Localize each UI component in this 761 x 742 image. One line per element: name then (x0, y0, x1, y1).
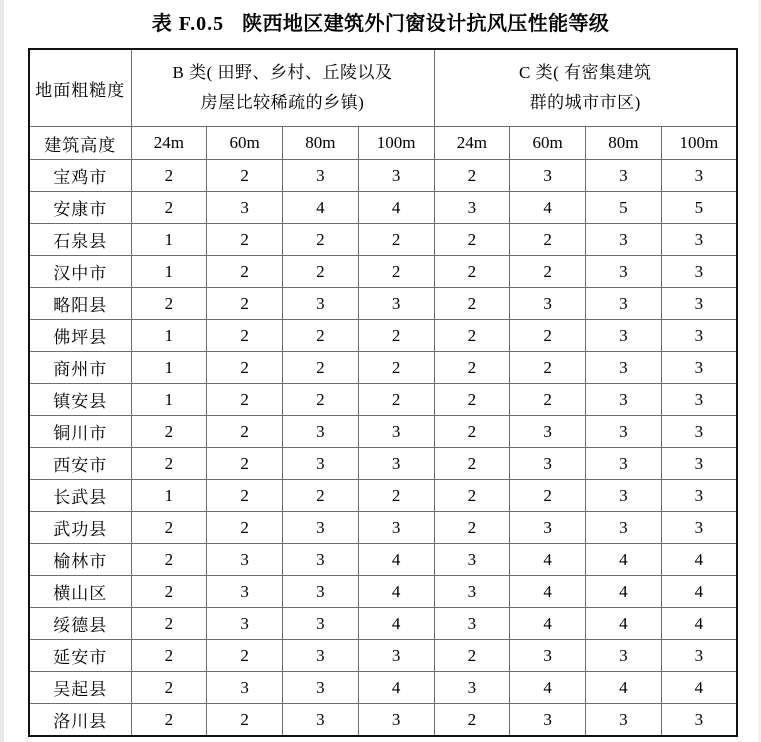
cell-b-24m: 2 (131, 608, 207, 640)
cell-c-100m: 4 (661, 608, 737, 640)
table-row (29, 160, 737, 192)
cell-c-100m: 5 (661, 192, 737, 224)
table-row (29, 512, 737, 544)
row-label: 略阳县 (29, 288, 131, 320)
cell-c-24m: 3 (434, 544, 510, 576)
row-label: 武功县 (29, 512, 131, 544)
cell-b-60m: 2 (207, 640, 283, 672)
cell-b-24m: 2 (131, 640, 207, 672)
cell-b-80m: 2 (283, 256, 359, 288)
cell-c-60m: 2 (510, 224, 586, 256)
cell-c-24m: 2 (434, 448, 510, 480)
cell-b-60m: 3 (207, 672, 283, 704)
header-height-b-60m: 60m (207, 127, 283, 160)
cell-b-24m: 1 (131, 352, 207, 384)
cell-c-80m: 4 (586, 576, 662, 608)
cell-b-60m: 3 (207, 608, 283, 640)
cell-b-80m: 3 (283, 512, 359, 544)
row-label: 商州市 (29, 352, 131, 384)
cell-b-24m: 2 (131, 544, 207, 576)
header-height-c-24m: 24m (434, 127, 510, 160)
cell-b-60m: 2 (207, 320, 283, 352)
cell-c-24m: 2 (434, 224, 510, 256)
cell-b-80m: 3 (283, 576, 359, 608)
cell-b-60m: 2 (207, 416, 283, 448)
cell-c-60m: 2 (510, 480, 586, 512)
table-row (29, 352, 737, 384)
cell-b-80m: 3 (283, 288, 359, 320)
cell-c-80m: 3 (586, 480, 662, 512)
row-label: 汉中市 (29, 256, 131, 288)
cell-c-80m: 4 (586, 672, 662, 704)
cell-b-100m: 2 (358, 352, 434, 384)
wind-pressure-table (28, 48, 738, 737)
table-row (29, 608, 737, 640)
cell-c-60m: 3 (510, 640, 586, 672)
cell-b-100m: 4 (358, 576, 434, 608)
row-label: 佛坪县 (29, 320, 131, 352)
cell-b-80m: 3 (283, 640, 359, 672)
cell-b-100m: 3 (358, 160, 434, 192)
cell-b-60m: 2 (207, 256, 283, 288)
cell-b-24m: 2 (131, 192, 207, 224)
table-title (0, 7, 761, 36)
row-label: 吴起县 (29, 672, 131, 704)
cell-b-80m: 2 (283, 224, 359, 256)
cell-c-100m: 3 (661, 640, 737, 672)
cell-b-60m: 2 (207, 352, 283, 384)
cell-c-24m: 2 (434, 352, 510, 384)
cell-c-24m: 2 (434, 640, 510, 672)
cell-b-60m: 2 (207, 512, 283, 544)
table-row (29, 704, 737, 737)
cell-b-100m: 2 (358, 256, 434, 288)
header-height-b-80m: 80m (283, 127, 359, 160)
header-height-c-60m: 60m (510, 127, 586, 160)
cell-b-100m: 3 (358, 448, 434, 480)
cell-b-100m: 2 (358, 224, 434, 256)
cell-b-100m: 3 (358, 288, 434, 320)
class-b-line1: B 类( 田野、乡村、丘陵以及 (172, 63, 393, 83)
header-group-class-b (131, 49, 434, 127)
table-row (29, 384, 737, 416)
cell-b-80m: 2 (283, 384, 359, 416)
cell-b-24m: 1 (131, 224, 207, 256)
cell-b-60m: 3 (207, 544, 283, 576)
table-row (29, 224, 737, 256)
class-c-line1: C 类( 有密集建筑 (519, 63, 652, 83)
table-number: 表 F.0.5 (151, 13, 225, 35)
cell-c-60m: 3 (510, 288, 586, 320)
cell-c-80m: 3 (586, 704, 662, 737)
cell-c-24m: 2 (434, 704, 510, 737)
cell-b-80m: 3 (283, 448, 359, 480)
cell-b-60m: 2 (207, 704, 283, 737)
cell-b-24m: 2 (131, 288, 207, 320)
header-row-roughness-class (29, 49, 737, 127)
table-row (29, 640, 737, 672)
cell-c-100m: 3 (661, 224, 737, 256)
cell-c-60m: 4 (510, 608, 586, 640)
cell-c-24m: 2 (434, 480, 510, 512)
row-label: 镇安县 (29, 384, 131, 416)
row-label: 榆林市 (29, 544, 131, 576)
cell-b-80m: 3 (283, 416, 359, 448)
cell-c-80m: 3 (586, 320, 662, 352)
cell-c-60m: 4 (510, 544, 586, 576)
table-row (29, 480, 737, 512)
class-b-line2: 房屋比较稀疏的乡镇) (200, 93, 365, 112)
cell-b-100m: 3 (358, 512, 434, 544)
cell-c-60m: 4 (510, 672, 586, 704)
cell-c-60m: 4 (510, 192, 586, 224)
cell-c-80m: 3 (586, 352, 662, 384)
row-label: 安康市 (29, 192, 131, 224)
cell-c-60m: 2 (510, 384, 586, 416)
cell-b-24m: 2 (131, 448, 207, 480)
cell-b-60m: 2 (207, 160, 283, 192)
cell-b-80m: 4 (283, 192, 359, 224)
cell-b-60m: 2 (207, 288, 283, 320)
row-label: 西安市 (29, 448, 131, 480)
cell-c-80m: 4 (586, 544, 662, 576)
cell-b-100m: 3 (358, 640, 434, 672)
cell-b-60m: 3 (207, 192, 283, 224)
table-row (29, 544, 737, 576)
cell-c-24m: 3 (434, 576, 510, 608)
table-row (29, 416, 737, 448)
cell-b-100m: 4 (358, 672, 434, 704)
header-height-c-100m: 100m (661, 127, 737, 160)
cell-b-60m: 3 (207, 576, 283, 608)
row-label: 绥德县 (29, 608, 131, 640)
cell-b-60m: 2 (207, 384, 283, 416)
cell-b-24m: 1 (131, 256, 207, 288)
header-building-height-label: 建筑高度 (29, 127, 131, 160)
cell-c-80m: 3 (586, 640, 662, 672)
table-container (28, 48, 736, 737)
cell-b-100m: 4 (358, 544, 434, 576)
cell-c-80m: 3 (586, 288, 662, 320)
cell-c-24m: 2 (434, 384, 510, 416)
cell-b-24m: 2 (131, 672, 207, 704)
cell-b-80m: 3 (283, 672, 359, 704)
cell-c-60m: 3 (510, 160, 586, 192)
cell-c-24m: 2 (434, 256, 510, 288)
cell-b-80m: 3 (283, 160, 359, 192)
cell-c-80m: 5 (586, 192, 662, 224)
cell-c-60m: 2 (510, 352, 586, 384)
cell-c-100m: 4 (661, 672, 737, 704)
cell-c-60m: 3 (510, 512, 586, 544)
cell-c-80m: 3 (586, 160, 662, 192)
table-row (29, 576, 737, 608)
cell-b-80m: 3 (283, 704, 359, 737)
cell-c-80m: 3 (586, 256, 662, 288)
cell-b-100m: 2 (358, 320, 434, 352)
cell-c-60m: 3 (510, 448, 586, 480)
cell-c-80m: 3 (586, 512, 662, 544)
cell-c-24m: 2 (434, 320, 510, 352)
cell-b-24m: 2 (131, 704, 207, 737)
header-height-c-80m: 80m (586, 127, 662, 160)
cell-b-100m: 3 (358, 416, 434, 448)
cell-b-24m: 1 (131, 384, 207, 416)
cell-c-100m: 3 (661, 288, 737, 320)
table-row (29, 320, 737, 352)
cell-c-80m: 3 (586, 384, 662, 416)
cell-b-80m: 3 (283, 544, 359, 576)
cell-c-24m: 3 (434, 192, 510, 224)
cell-c-80m: 3 (586, 448, 662, 480)
cell-c-60m: 4 (510, 576, 586, 608)
cell-c-80m: 3 (586, 224, 662, 256)
row-label: 延安市 (29, 640, 131, 672)
cell-c-60m: 3 (510, 416, 586, 448)
cell-c-24m: 2 (434, 160, 510, 192)
cell-c-24m: 3 (434, 672, 510, 704)
cell-c-24m: 3 (434, 608, 510, 640)
cell-c-80m: 4 (586, 608, 662, 640)
cell-b-24m: 1 (131, 480, 207, 512)
cell-b-24m: 2 (131, 512, 207, 544)
table-row (29, 256, 737, 288)
cell-c-80m: 3 (586, 416, 662, 448)
row-label: 长武县 (29, 480, 131, 512)
cell-b-100m: 2 (358, 384, 434, 416)
table-row (29, 288, 737, 320)
cell-c-100m: 3 (661, 480, 737, 512)
cell-c-100m: 3 (661, 256, 737, 288)
cell-c-24m: 2 (434, 512, 510, 544)
cell-c-100m: 3 (661, 384, 737, 416)
scan-edge-left (0, 0, 4, 742)
header-group-class-c (434, 49, 737, 127)
header-corner-roughness: 地面粗糙度 (29, 49, 131, 127)
cell-b-80m: 2 (283, 480, 359, 512)
cell-c-100m: 3 (661, 320, 737, 352)
cell-c-60m: 3 (510, 704, 586, 737)
class-c-line2: 群的城市市区) (529, 93, 641, 112)
cell-c-100m: 3 (661, 160, 737, 192)
cell-b-60m: 2 (207, 480, 283, 512)
cell-c-24m: 2 (434, 416, 510, 448)
cell-b-24m: 1 (131, 320, 207, 352)
cell-b-100m: 3 (358, 704, 434, 737)
cell-b-80m: 2 (283, 352, 359, 384)
table-row (29, 672, 737, 704)
cell-b-24m: 2 (131, 416, 207, 448)
cell-b-80m: 3 (283, 608, 359, 640)
cell-c-100m: 4 (661, 576, 737, 608)
header-row-building-height (29, 127, 737, 160)
table-row (29, 448, 737, 480)
cell-b-80m: 2 (283, 320, 359, 352)
cell-c-100m: 3 (661, 704, 737, 737)
row-label: 宝鸡市 (29, 160, 131, 192)
cell-c-60m: 2 (510, 320, 586, 352)
cell-b-60m: 2 (207, 224, 283, 256)
cell-c-100m: 3 (661, 512, 737, 544)
row-label: 洛川县 (29, 704, 131, 737)
cell-c-24m: 2 (434, 288, 510, 320)
table-caption: 陕西地区建筑外门窗设计抗风压性能等级 (242, 13, 610, 35)
cell-b-24m: 2 (131, 160, 207, 192)
row-label: 铜川市 (29, 416, 131, 448)
row-label: 横山区 (29, 576, 131, 608)
cell-b-100m: 4 (358, 608, 434, 640)
cell-b-100m: 2 (358, 480, 434, 512)
cell-b-100m: 4 (358, 192, 434, 224)
cell-c-100m: 3 (661, 352, 737, 384)
cell-b-24m: 2 (131, 576, 207, 608)
cell-c-100m: 3 (661, 448, 737, 480)
cell-c-100m: 3 (661, 416, 737, 448)
table-row (29, 192, 737, 224)
cell-b-60m: 2 (207, 448, 283, 480)
header-height-b-24m: 24m (131, 127, 207, 160)
row-label: 石泉县 (29, 224, 131, 256)
cell-c-100m: 4 (661, 544, 737, 576)
cell-c-60m: 2 (510, 256, 586, 288)
header-height-b-100m: 100m (358, 127, 434, 160)
